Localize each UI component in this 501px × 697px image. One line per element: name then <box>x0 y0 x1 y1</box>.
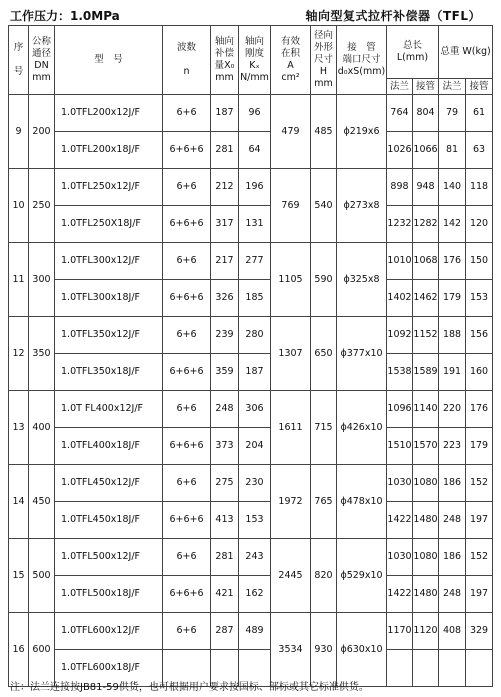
cell-outer-dim: 485 <box>311 95 337 169</box>
cell-length-pipe: 1152 <box>413 317 439 354</box>
cell-model: 1.0TFL500x18J/F <box>55 576 163 613</box>
cell-length-flange: 1422 <box>387 502 413 539</box>
col-compensation: 轴向 补偿 量X₀ mm <box>211 26 239 95</box>
cell-weight-flange: 248 <box>439 576 466 613</box>
cell-stiffness: 185 <box>239 280 271 317</box>
cell-stiffness: 230 <box>239 465 271 502</box>
cell-waves: 6+6+6 <box>163 354 211 391</box>
cell-compensation: 281 <box>211 132 239 169</box>
cell-length-pipe <box>413 650 439 687</box>
col-pipe-end: 接 管 端口尺寸 d₀xS(mm) <box>337 26 387 95</box>
cell-waves: 6+6 <box>163 169 211 206</box>
col-stiffness: 轴向 刚度 Kₓ N/mm <box>239 26 271 95</box>
cell-weight-flange: 223 <box>439 428 466 465</box>
cell-model: 1.0TFL250x12J/F <box>55 169 163 206</box>
cell-area: 1611 <box>271 391 311 465</box>
cell-area: 1105 <box>271 243 311 317</box>
cell-waves: 6+6 <box>163 391 211 428</box>
cell-dn: 250 <box>29 169 55 243</box>
cell-stiffness: 162 <box>239 576 271 613</box>
table-body <box>9 95 493 687</box>
cell-model: 1.0TFL500x12J/F <box>55 539 163 576</box>
cell-compensation: 187 <box>211 95 239 132</box>
cell-stiffness: 131 <box>239 206 271 243</box>
cell-stiffness: 196 <box>239 169 271 206</box>
cell-seq: 12 <box>9 317 29 391</box>
cell-model: 1.0TFL600x12J/F <box>55 613 163 650</box>
cell-length-pipe: 1080 <box>413 539 439 576</box>
cell-model: 1.0TFL300x12J/F <box>55 243 163 280</box>
table-row <box>9 169 493 206</box>
cell-weight-pipe: 118 <box>466 169 493 206</box>
cell-weight-pipe: 153 <box>466 280 493 317</box>
sub-flange-length: 法兰 <box>387 79 413 95</box>
cell-weight-pipe: 160 <box>466 354 493 391</box>
col-length: 总长 L(mm) <box>387 26 439 79</box>
cell-weight-pipe: 176 <box>466 391 493 428</box>
cell-length-pipe: 1120 <box>413 613 439 650</box>
cell-length-flange: 764 <box>387 95 413 132</box>
cell-stiffness: 204 <box>239 428 271 465</box>
cell-weight-flange: 220 <box>439 391 466 428</box>
cell-area: 3534 <box>271 613 311 687</box>
cell-length-pipe: 948 <box>413 169 439 206</box>
cell-area: 479 <box>271 95 311 169</box>
cell-stiffness: 153 <box>239 502 271 539</box>
cell-waves: 6+6 <box>163 243 211 280</box>
cell-weight-flange: 188 <box>439 317 466 354</box>
cell-weight-flange: 81 <box>439 132 466 169</box>
cell-weight-flange: 140 <box>439 169 466 206</box>
cell-length-flange: 1026 <box>387 132 413 169</box>
cell-length-flange: 1422 <box>387 576 413 613</box>
cell-weight-pipe: 197 <box>466 502 493 539</box>
cell-waves: 6+6 <box>163 317 211 354</box>
cell-weight-flange <box>439 650 466 687</box>
cell-length-flange: 1030 <box>387 539 413 576</box>
cell-outer-dim: 930 <box>311 613 337 687</box>
cell-model: 1.0TFL450x18J/F <box>55 502 163 539</box>
cell-waves: 6+6 <box>163 613 211 650</box>
table-row <box>9 391 493 428</box>
cell-weight-flange: 186 <box>439 539 466 576</box>
cell-length-flange <box>387 650 413 687</box>
cell-area: 769 <box>271 169 311 243</box>
cell-weight-flange: 408 <box>439 613 466 650</box>
cell-weight-flange: 191 <box>439 354 466 391</box>
cell-length-pipe: 1140 <box>413 391 439 428</box>
cell-stiffness: 96 <box>239 95 271 132</box>
cell-pipe-end: ϕ325x8 <box>337 243 387 317</box>
cell-length-flange: 1030 <box>387 465 413 502</box>
cell-waves: 6+6+6 <box>163 576 211 613</box>
cell-area: 1972 <box>271 465 311 539</box>
page-header <box>10 7 491 25</box>
cell-stiffness: 243 <box>239 539 271 576</box>
table-header <box>9 26 493 95</box>
cell-model: 1.0T FL400x12J/F <box>55 391 163 428</box>
cell-length-pipe: 1570 <box>413 428 439 465</box>
cell-length-pipe: 1480 <box>413 576 439 613</box>
cell-stiffness: 489 <box>239 613 271 650</box>
col-outer-dim: 径向 外形 尺寸 H mm <box>311 26 337 95</box>
cell-weight-pipe: 152 <box>466 539 493 576</box>
cell-weight-pipe: 120 <box>466 206 493 243</box>
cell-model: 1.0TFL600x18J/F <box>55 650 163 687</box>
cell-seq: 14 <box>9 465 29 539</box>
cell-length-flange: 1510 <box>387 428 413 465</box>
cell-stiffness: 64 <box>239 132 271 169</box>
cell-pipe-end: ϕ478x10 <box>337 465 387 539</box>
cell-length-pipe: 1282 <box>413 206 439 243</box>
cell-model: 1.0TFL200x12J/F <box>55 95 163 132</box>
sub-pipe-length: 接管 <box>413 79 439 95</box>
table-row <box>9 243 493 280</box>
cell-length-pipe: 1480 <box>413 502 439 539</box>
cell-compensation: 212 <box>211 169 239 206</box>
cell-length-flange: 1096 <box>387 391 413 428</box>
table-row <box>9 132 493 169</box>
cell-length-flange: 1170 <box>387 613 413 650</box>
table-row <box>9 354 493 391</box>
cell-compensation: 287 <box>211 613 239 650</box>
table-row <box>9 428 493 465</box>
cell-seq: 13 <box>9 391 29 465</box>
cell-compensation: 281 <box>211 539 239 576</box>
cell-dn: 200 <box>29 95 55 169</box>
cell-model: 1.0TFL400x18J/F <box>55 428 163 465</box>
cell-dn: 600 <box>29 613 55 687</box>
cell-compensation: 326 <box>211 280 239 317</box>
cell-compensation: 239 <box>211 317 239 354</box>
cell-seq: 11 <box>9 243 29 317</box>
cell-model: 1.0TFL350x12J/F <box>55 317 163 354</box>
table-row <box>9 95 493 132</box>
cell-weight-pipe: 197 <box>466 576 493 613</box>
table-row <box>9 465 493 502</box>
cell-compensation: 275 <box>211 465 239 502</box>
cell-dn: 400 <box>29 391 55 465</box>
cell-compensation: 317 <box>211 206 239 243</box>
cell-compensation: 421 <box>211 576 239 613</box>
table-row <box>9 502 493 539</box>
cell-length-pipe: 1080 <box>413 465 439 502</box>
cell-waves: 6+6 <box>163 539 211 576</box>
cell-outer-dim: 765 <box>311 465 337 539</box>
cell-length-flange: 1538 <box>387 354 413 391</box>
cell-pipe-end: ϕ219x6 <box>337 95 387 169</box>
cell-pipe-end: ϕ273x8 <box>337 169 387 243</box>
cell-stiffness: 306 <box>239 391 271 428</box>
cell-model: 1.0TFL250X18J/F <box>55 206 163 243</box>
cell-weight-flange: 248 <box>439 502 466 539</box>
cell-model: 1.0TFL350x18J/F <box>55 354 163 391</box>
cell-stiffness: 280 <box>239 317 271 354</box>
cell-model: 1.0TFL450x12J/F <box>55 465 163 502</box>
cell-pipe-end: ϕ529x10 <box>337 539 387 613</box>
cell-area: 2445 <box>271 539 311 613</box>
table-row <box>9 539 493 576</box>
cell-compensation: 248 <box>211 391 239 428</box>
working-pressure: 工作压力：1.0MPa <box>10 9 120 23</box>
cell-length-pipe: 1589 <box>413 354 439 391</box>
cell-waves: 6+6+6 <box>163 132 211 169</box>
cell-length-pipe: 1068 <box>413 243 439 280</box>
cell-weight-flange: 179 <box>439 280 466 317</box>
cell-weight-flange: 176 <box>439 243 466 280</box>
cell-waves: 6+6+6 <box>163 502 211 539</box>
cell-dn: 300 <box>29 243 55 317</box>
cell-weight-pipe: 63 <box>466 132 493 169</box>
cell-seq: 16 <box>9 613 29 687</box>
col-waves: 波数 n <box>163 26 211 95</box>
cell-seq: 10 <box>9 169 29 243</box>
cell-outer-dim: 540 <box>311 169 337 243</box>
cell-pipe-end: ϕ630x10 <box>337 613 387 687</box>
cell-seq: 15 <box>9 539 29 613</box>
cell-length-pipe: 804 <box>413 95 439 132</box>
cell-compensation: 373 <box>211 428 239 465</box>
cell-weight-pipe: 179 <box>466 428 493 465</box>
cell-stiffness: 277 <box>239 243 271 280</box>
cell-length-flange: 1232 <box>387 206 413 243</box>
cell-length-flange: 1010 <box>387 243 413 280</box>
cell-model: 1.0TFL300x18J/F <box>55 280 163 317</box>
cell-weight-pipe: 152 <box>466 465 493 502</box>
cell-pipe-end: ϕ377x10 <box>337 317 387 391</box>
cell-stiffness: 187 <box>239 354 271 391</box>
col-area: 有效 在积 A cm² <box>271 26 311 95</box>
cell-weight-flange: 79 <box>439 95 466 132</box>
sub-flange-weight: 法兰 <box>439 79 466 95</box>
cell-weight-flange: 186 <box>439 465 466 502</box>
col-dn: 公称 通径 DN mm <box>29 26 55 95</box>
cell-area: 1307 <box>271 317 311 391</box>
cell-length-pipe: 1462 <box>413 280 439 317</box>
table-row <box>9 317 493 354</box>
cell-length-pipe: 1066 <box>413 132 439 169</box>
cell-weight-pipe: 329 <box>466 613 493 650</box>
col-model: 型 号 <box>55 26 163 95</box>
cell-model: 1.0TFL200x18J/F <box>55 132 163 169</box>
sub-pipe-weight: 接管 <box>466 79 493 95</box>
cell-waves: 6+6 <box>163 465 211 502</box>
cell-compensation: 359 <box>211 354 239 391</box>
cell-waves: 6+6+6 <box>163 280 211 317</box>
cell-waves: 6+6+6 <box>163 428 211 465</box>
cell-dn: 500 <box>29 539 55 613</box>
cell-compensation: 217 <box>211 243 239 280</box>
table-row <box>9 280 493 317</box>
cell-outer-dim: 820 <box>311 539 337 613</box>
cell-length-flange: 1092 <box>387 317 413 354</box>
table-row <box>9 613 493 650</box>
cell-length-flange: 1402 <box>387 280 413 317</box>
cell-seq: 9 <box>9 95 29 169</box>
cell-compensation: 413 <box>211 502 239 539</box>
cell-outer-dim: 650 <box>311 317 337 391</box>
cell-waves: 6+6 <box>163 95 211 132</box>
cell-weight-pipe <box>466 650 493 687</box>
cell-pipe-end: ϕ426x10 <box>337 391 387 465</box>
cell-length-flange: 898 <box>387 169 413 206</box>
spec-table <box>8 25 493 687</box>
cell-outer-dim: 590 <box>311 243 337 317</box>
cell-weight-pipe: 61 <box>466 95 493 132</box>
cell-dn: 350 <box>29 317 55 391</box>
cell-weight-pipe: 150 <box>466 243 493 280</box>
cell-waves: 6+6+6 <box>163 206 211 243</box>
document-title: 轴向型复式拉杆补偿器（TFL） <box>305 9 481 23</box>
cell-dn: 450 <box>29 465 55 539</box>
table-row <box>9 576 493 613</box>
cell-weight-flange: 142 <box>439 206 466 243</box>
table-row <box>9 206 493 243</box>
col-weight: 总重 W(kg) <box>439 26 493 79</box>
footnote: 注：法兰连接按JB81-59供货，也可根据用户要求按国标、部标或其它标准供货。 <box>10 682 369 693</box>
col-seq: 序 号 <box>9 26 29 95</box>
cell-weight-pipe: 156 <box>466 317 493 354</box>
cell-outer-dim: 715 <box>311 391 337 465</box>
